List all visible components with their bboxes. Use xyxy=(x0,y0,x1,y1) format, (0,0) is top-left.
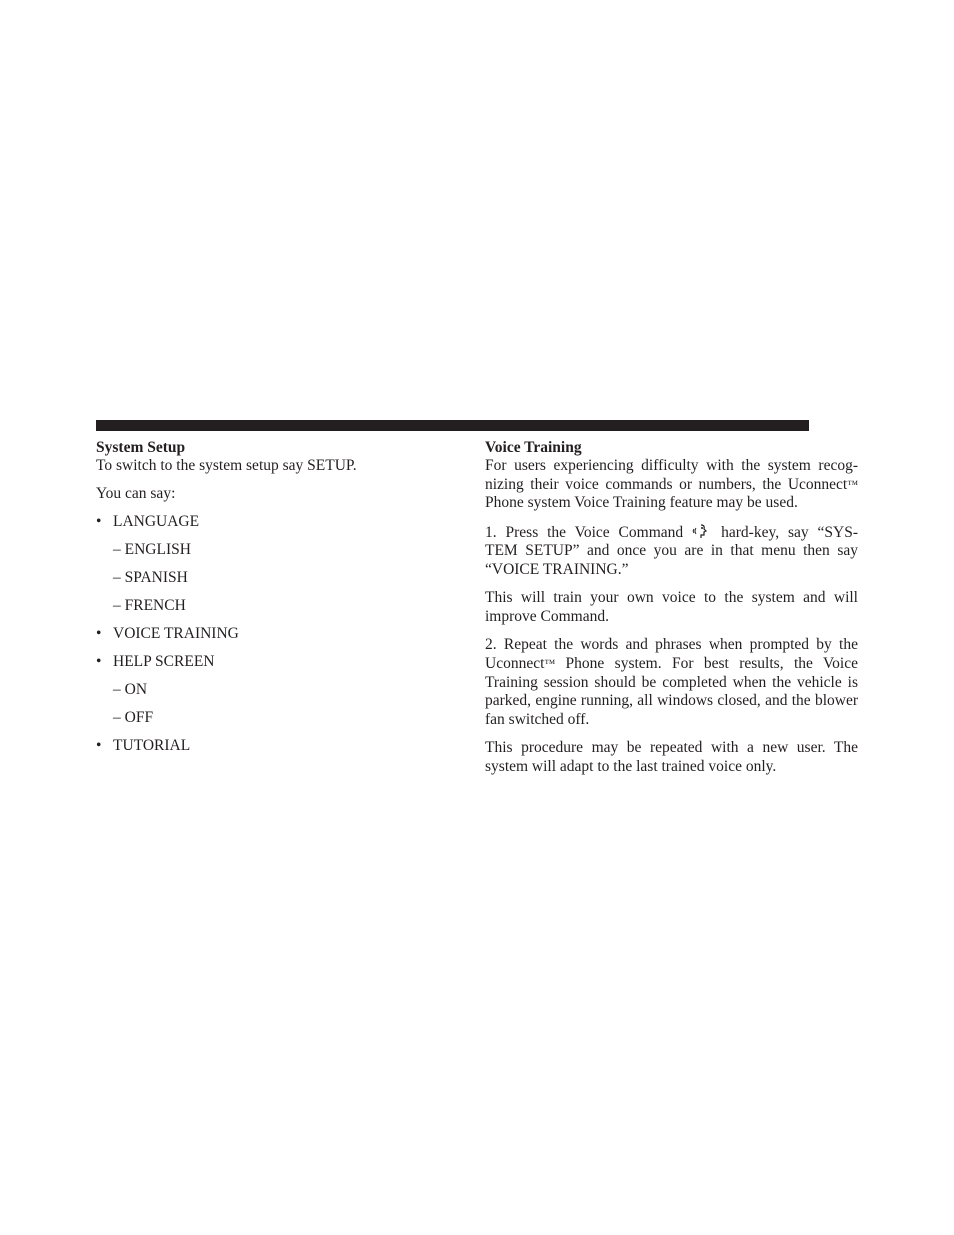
system-setup-intro: To switch to the system setup say SETUP. xyxy=(96,457,357,474)
you-can-say: You can say: xyxy=(96,485,176,503)
system-setup-heading: System Setup xyxy=(96,439,186,456)
list-item: – ENGLISH xyxy=(113,541,191,559)
list-item: – FRENCH xyxy=(113,597,186,615)
list-item: • LANGUAGE xyxy=(96,513,200,531)
voice-training-intro: For users experiencing difficulty with the system recog- nizing their voice commands or numbers, the Uconnect™ Phone system Voice Training feature may be used. xyxy=(485,457,858,512)
list-item: • TUTORIAL xyxy=(96,737,191,755)
list-item: • HELP SCREEN xyxy=(96,653,215,671)
list-item: – SPANISH xyxy=(113,569,188,587)
voice-training-benefit: This will train your own voice to the system and will improve Command. xyxy=(485,589,858,625)
step-1: 1. Press the Voice Command hard-key, say “SYS- TEM SETUP” and once you are in that menu then say “VOICE TRAINING.” xyxy=(485,523,858,579)
voice-command-icon xyxy=(691,523,711,539)
left-column xyxy=(96,438,456,765)
header-rule xyxy=(96,420,809,431)
right-column xyxy=(485,438,858,786)
list-item: – ON xyxy=(113,681,148,699)
repeat-note: This procedure may be repeated with a new user. The system will adapt to the last trained voice only. xyxy=(485,739,858,775)
step-2: 2. Repeat the words and phrases when prompted by the Uconnect™ Phone system. For best results, the Voice Training session should be completed when the vehicle is parked, engine running, all windows closed, and the blower fan switched off. xyxy=(485,636,858,728)
command-list xyxy=(96,513,456,765)
list-item: – OFF xyxy=(113,709,154,727)
list-item: • VOICE TRAINING xyxy=(96,625,239,643)
voice-training-heading: Voice Training xyxy=(485,439,582,456)
